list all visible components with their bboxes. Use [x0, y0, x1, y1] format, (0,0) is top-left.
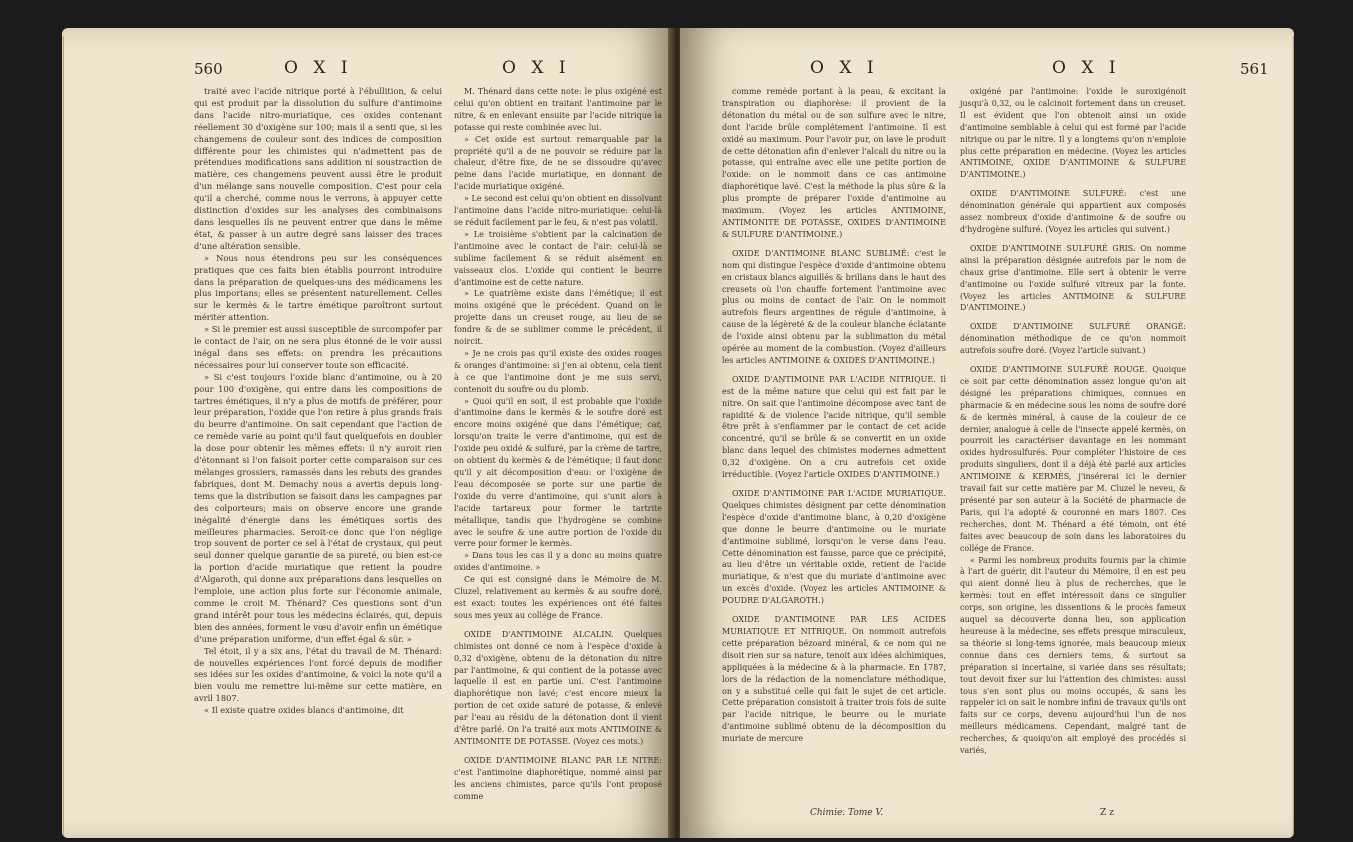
- page-edges: [1292, 36, 1294, 836]
- column-4: [960, 86, 1186, 757]
- column-3: [722, 86, 946, 745]
- paragraph: OXIDE D'ANTIMOINE PAR L'ACIDE NITRIQUE. Il est de la même nature que celui qui est fait par le nitre. On sait que l'antimoine décompose avec tant de rapidité & de violence l'acide nitrique, qu'il semble être prêt à s'enflammer par le contact de cet acide concentré, qu'il se brûle & se convertit en un oxide blanc dans lequel des chimistes modernes admettent 0,32 d'oxigène. On a cru autrefois cet oxide irréductible. (Voyez l'article OXIDES D'ANTIMOINE.): [722, 374, 946, 480]
- paragraph: » Cet oxide est surtout remarquable par la propriété qu'il a de ne pouvoir se réduire par la chaleur, d'être fixe, de ne se dissoudre qu'avec peine dans l'acide muriatique, en donnant de l'acide muriatique oxigéné.: [454, 134, 662, 192]
- paragraph: OXIDE D'ANTIMOINE ALCALIN. Quelques chimistes ont donné ce nom à l'espèce d'oxide à 0,32 d'oxigène, obtenu de la détonation du nitre par l'antimoine, & qui contient de la potasse avec laquelle il est en partie uni. C'est l'antimoine diaphorétique non lavé; c'est encore mieux la portion de cet oxide saturé de potasse, & enlevé par l'eau au résidu de la détonation dont il vient d'être parlé. On l'a traité aux mots ANTIMOINE & ANTIMONITE DE POTASSE. (Voyez ces mots.): [454, 629, 662, 746]
- paragraph: traité avec l'acide nitrique porté à l'ébullition, & celui qui est produit par la dissolution du sulfure d'antimoine dans l'acide nitro-muriatique, ces oxides contenant réellement 30 d'oxigène sur 100; mais il a senti que, si les changemens de couleur sont des indices de composition différente pour les chimistes qui n'admettent pas de prétendues modifications sans addition ni soustraction de matière, ces changemens peuvent aussi être le produit d'un mélange sans nouvelle composition. C'est pour cela qu'il a cherché, comme nous le verrons, à appuyer cette distinction d'oxides sur les analyses des combinaisons dans lesquelles ils ne peuvent entrer que dans le même état, & passer à un autre degré sans laisser des traces d'une altération sensible.: [194, 86, 442, 251]
- book-spread: [62, 28, 1294, 838]
- running-head-left-b: O X I: [502, 58, 571, 78]
- paragraph: oxigéné par l'antimoine: l'oxide le suroxigénoit jusqu'à 0,32, ou le calcinoit fortement dans un creuset. Il est évident que l'on obtenoit ainsi un oxide d'antimoine semblable à celui qui est formé par l'acide nitrique ou par le nitre. Il y a longtems qu'on n'emploie plus cette préparation en médecine. (Voyez les articles ANTIMOINE, OXIDE D'ANTIMOINE & SULFURE D'ANTIMOINE.): [960, 87, 1186, 180]
- paragraph: OXIDE D'ANTIMOINE SULFURÉ ORANGÉ: dénomination méthodique de ce qu'on nommoit autrefois soufre doré. (Voyez l'article suivant.): [960, 322, 1186, 356]
- paragraph: OXIDE D'ANTIMOINE SULFURÉ: c'est une dénomination générale qui appartient aux composés assez nombreux d'oxide d'antimoine & de soufre ou d'hydrogène sulfuré. (Voyez les articles qui suivent.): [960, 189, 1186, 234]
- paragraph: OXIDE D'ANTIMOINE PAR LES ACIDES MURIATIQUE ET NITRIQUE. On nommoit autrefois cette préparation bézoard minéral, & ce nom qui ne disoit rien sur sa nature, tenoit aux idées alchimiques, appliquées à la médecine & à la pharmacie. En 1787, lors de la rédaction de la nomenclature méthodique, on y a substitué celle qui fait le sujet de cet article. Cette préparation consistoit à traiter trois fois de suite par l'acide nitrique, le beurre ou le muriate d'antimoine sublimé obtenu de la décomposition du muriate de mercure: [722, 615, 946, 744]
- page-number-right: 561: [1240, 60, 1269, 78]
- paragraph: OXIDE D'ANTIMOINE SULFURÉ GRIS. On nomme ainsi la préparation désignée autrefois par le nom de chaux grise d'antimoine. Elle sert à obtenir le verre d'antimoine ou l'oxide sulfuré vitreux par la fonte. (Voyez les articles ANTIMOINE & SULFURE D'ANTIMOINE.): [960, 243, 1186, 313]
- paragraph: » Le second est celui qu'on obtient en dissolvant l'antimoine dans l'acide nitro-muriatique: celui-là se réduit facilement par le feu, & n'est pas volatil.: [454, 194, 662, 227]
- right-page: [680, 28, 1294, 838]
- paragraph: « Il existe quatre oxides blancs d'antimoine, dit: [204, 705, 404, 716]
- paragraph: comme remède portant à la peau, & excitant la transpiration ou diaphorèse: il provient de la détonation du métal ou de son sulfure avec le nitre, dont l'acide brûle complétement l'antimoine. Il est oxidé au maximum. Pour l'avoir pur, on lave le produit de cette détonation afin d'enlever l'alcali du nitre ou la potasse, qui entraîne avec elle une petite portion de l'oxide: on le nommoit dans ce cas antimoine diaphorétique lavé. C'est la méthode la plus sûre & la plus prompte de préparer l'oxide d'antimoine au maximum. (Voyez les articles ANTIMOINE, ANTIMONITE DE POTASSE, OXIDES D'ANTIMOINE & SULFURE D'ANTIMOINE.): [722, 87, 946, 239]
- paragraph: Tel étoit, il y a six ans, l'état du travail de M. Thénard: de nouvelles expériences l'ont forcé depuis de modifier ses idées sur les oxides d'antimoine, & voici la note qu'il a bien voulu me remettre lui-même sur cette matière, en avril 1807.: [194, 645, 442, 704]
- paragraph: » Si c'est toujours l'oxide blanc d'antimoine, ou à 20 pour 100 d'oxigène, qui entre dans les compositions de tartres émétiques, il n'y a plus de motifs de préférer, pour leur préparation, l'oxide que l'on retire à plus grands frais du beurre d'antimoine. On sait cependant que l'action de ce remède varie au point qu'il faut quelquefois en doubler la dose pour obtenir les mêmes effets: il n'y auroit rien d'étonnant si l'on faisoit porter cette comparaison sur ces mélanges grossiers, ramassés dans les rebuts des grandes fabriques, dont M. Demachy nous a avertis depuis long-tems que la distribution se faisoit dans les campagnes par des colporteurs; mais on observe encore une grande inégalité d'énergie dans les émétiques sortis des meilleures pharmacies. Seroit-ce donc que l'on néglige trop souvent de porter ce sel à l'état de crystaux, qui peut seul donner quelque garantie de sa pureté, ou bien est-ce la portion d'acide muriatique que retient la poudre d'Algaroth, qui donne aux préparations dans lesquelles on l'emploie, une action plus forte sur l'économie animale, comme le croit M. Thénard? Ces questions sont d'un grand intérêt pour tous les médecins éclairés, qui, depuis bien des années, forment le vœu d'avoir enfin un émétique d'une préparation uniforme, d'un effet égal & sûr. »: [194, 371, 442, 644]
- paragraph: » Je ne crois pas qu'il existe des oxides rouges & oranges d'antimoine: si j'en ai obtenu, cela tient à ce que l'antimoine dont je me suis servi, contenoit du soufre ou du plomb.: [454, 348, 662, 394]
- paragraph: « Parmi les nombreux produits fournis par la chimie à l'art de guérir, dit l'auteur du Mémoire, il en est peu qui aient donné lieu à plus de recherches, que le kermès: tout en effet intéressoit dans ce singulier corps, son origine, les dissentions & le procès fameux auquel sa découverte donna lieu, son application heureuse à la médecine, ses effets presque miraculeux, sa théorie si long-tems ignorée, mais beaucoup mieux connue dans ces derniers tems, & surtout sa préparation si incertaine, si variée dans ses résultats; tout devoit fixer sur lui l'attention des chimistes: aussi tous s'en sont plus ou moins occupés, & sans les rappeler ici on sait le nombre infini de travaux qu'ils ont faits sur ce corps, devenu aujourd'hui l'un de nos meilleurs médicamens. Cependant, malgré tant de recherches, & quoiqu'on ait employé des procédés si variés,: [960, 555, 1186, 756]
- paragraph: Ce qui est consigné dans le Mémoire de M. Cluzel, relativement au kermès & au soufre doré, est exact: toutes les expériences ont été faites sous mes yeux au collége de France.: [454, 575, 662, 620]
- page-number-left: 560: [194, 60, 223, 78]
- paragraph: OXIDE D'ANTIMOINE BLANC PAR LE NITRE: c'est l'antimoine diaphorétique, nommé ainsi par les anciens chimistes, parce qu'ils l'ont proposé comme: [454, 755, 662, 801]
- paragraph: M. Thénard dans cette note: le plus oxigéné est celui qu'on obtient en traitant l'antimoine par le nitre, & en enlevant ensuite par l'acide nitrique la potasse qui reste combinée avec lui.: [454, 87, 662, 132]
- running-head-right-b: O X I: [1052, 58, 1121, 78]
- paragraph: » Si le premier est aussi susceptible de surcompofer par le contact de l'air, on ne sera plus étonné de le voir aussi inégal dans ses effets: on prendra les précautions nécessaires pour lui conserver toute son efficacité.: [194, 324, 442, 370]
- running-head-right-a: O X I: [810, 58, 879, 78]
- paragraph: » Dans tous les cas il y a donc au moins quatre oxides d'antimoine. »: [454, 551, 662, 573]
- paragraph: OXIDE D'ANTIMOINE PAR L'ACIDE MURIATIQUE. Quelques chimistes désignent par cette dénomination l'espèce d'oxide d'antimoine blanc, à 0,20 d'oxigène que donne le beurre d'antimoine ou le muriate d'antimoine sublimé, lorsqu'on le verse dans l'eau. Cette dénomination est fausse, parce que ce précipité, au lieu d'être un véritable oxide, retient de l'acide muriatique, & n'est que du muriate d'antimoine avec un excès d'oxide. (Voyez les articles ANTIMOINE & POUDRE D'ALGAROTH.): [722, 489, 946, 606]
- page-edges: [62, 36, 64, 836]
- column-2: [454, 86, 662, 802]
- footer-gathering: Z z: [1100, 808, 1114, 818]
- paragraph: » Quoi qu'il en soit, il est probable que l'oxide d'antimoine dans le kermès & le soufre doré est encore moins oxigéné que dans l'émétique; car, lorsqu'on traite le verre d'antimoine, qui est de l'oxide peu oxidé & sulfuré, par la crème de tartre, on obtient du kermès & de l'émétique; il faut donc qu'il y ait décomposition d'eau: or l'oxigène de l'eau décomposée se porte sur une partie de l'oxide du verre d'antimoine, qui s'unit alors à l'acide tartareux pour former le tartrite métallique, tandis que l'hydrogène se combine avec le soufre & une autre portion de l'oxide du verre pour former le kermès.: [454, 396, 662, 549]
- left-page: [62, 28, 674, 838]
- running-head-left-a: O X I: [284, 58, 353, 78]
- paragraph: » Le troisième s'obtient par la calcination de l'antimoine avec le contact de l'air: celui-là se sublime facilement & se réduit aisément en vaisseaux clos. L'oxide qui contient le beurre d'antimoine est de cette nature.: [454, 229, 662, 287]
- footer-signature: Chimie. Tome V.: [810, 808, 884, 818]
- paragraph: OXIDE D'ANTIMOINE SULFURÉ ROUGE. Quoique ce soit par cette dénomination assez longue qu'on ait désigné les préparations chimiques, connues en pharmacie & en médecine sous les noms de soufre doré & de kermès minéral, à cause de la couleur de ce dernier, analogue à celle de l'insecte appelé kermès, on pourroit les caractériser davantage en les nommant oxides hydrosulfurés. Pour compléter l'histoire de ces produits singuliers, dont il a déjà été parlé aux articles ANTIMOINE & KERMÈS, j'insérerai ici le dernier travail fait sur cette matière par M. Cluzel le neveu, & présenté par son auteur à la Société de pharmacie de Paris, qui l'a adopté & couronné en mars 1807. Ces recherches, dont M. Thénard a été témoin, ont été faites avec beaucoup de soin dans les laboratoires du collége de France.: [960, 365, 1186, 553]
- paragraph: » Nous nous étendrons peu sur les conséquences pratiques que ces faits bien établis pourront introduire dans la préparation de quelques-uns des médicamens les plus importans; elles se présentent naturellement. Celles sur le kermès & le tartre émétique paroîtront surtout mériter attention.: [194, 252, 442, 323]
- column-1: [194, 86, 442, 717]
- paragraph: OXIDE D'ANTIMOINE BLANC SUBLIMÉ: c'est le nom qui distingue l'espèce d'oxide d'antimoine obtenu en cristaux blancs aiguillés & brillans dans le haut des creusets où l'on chauffe fortement l'antimoine avec plus ou moins de contact de l'air. On le nommoit autrefois fleurs argentines de régule d'antimoine, à cause de la légèreté & de la couleur blanche éclatante de l'oxide ainsi obtenu par la sublimation du métal opérée au moment de la combustion. (Voyez d'ailleurs les articles ANTIMOINE & OXIDES D'ANTIMOINE.): [722, 248, 946, 365]
- paragraph: » Le quatrième existe dans l'émétique; il est moins oxigéné que le précédent. Quand on le projette dans un creuset rouge, au lieu de se fondre & de se sublimer comme le précédent, il noircit.: [454, 289, 662, 347]
